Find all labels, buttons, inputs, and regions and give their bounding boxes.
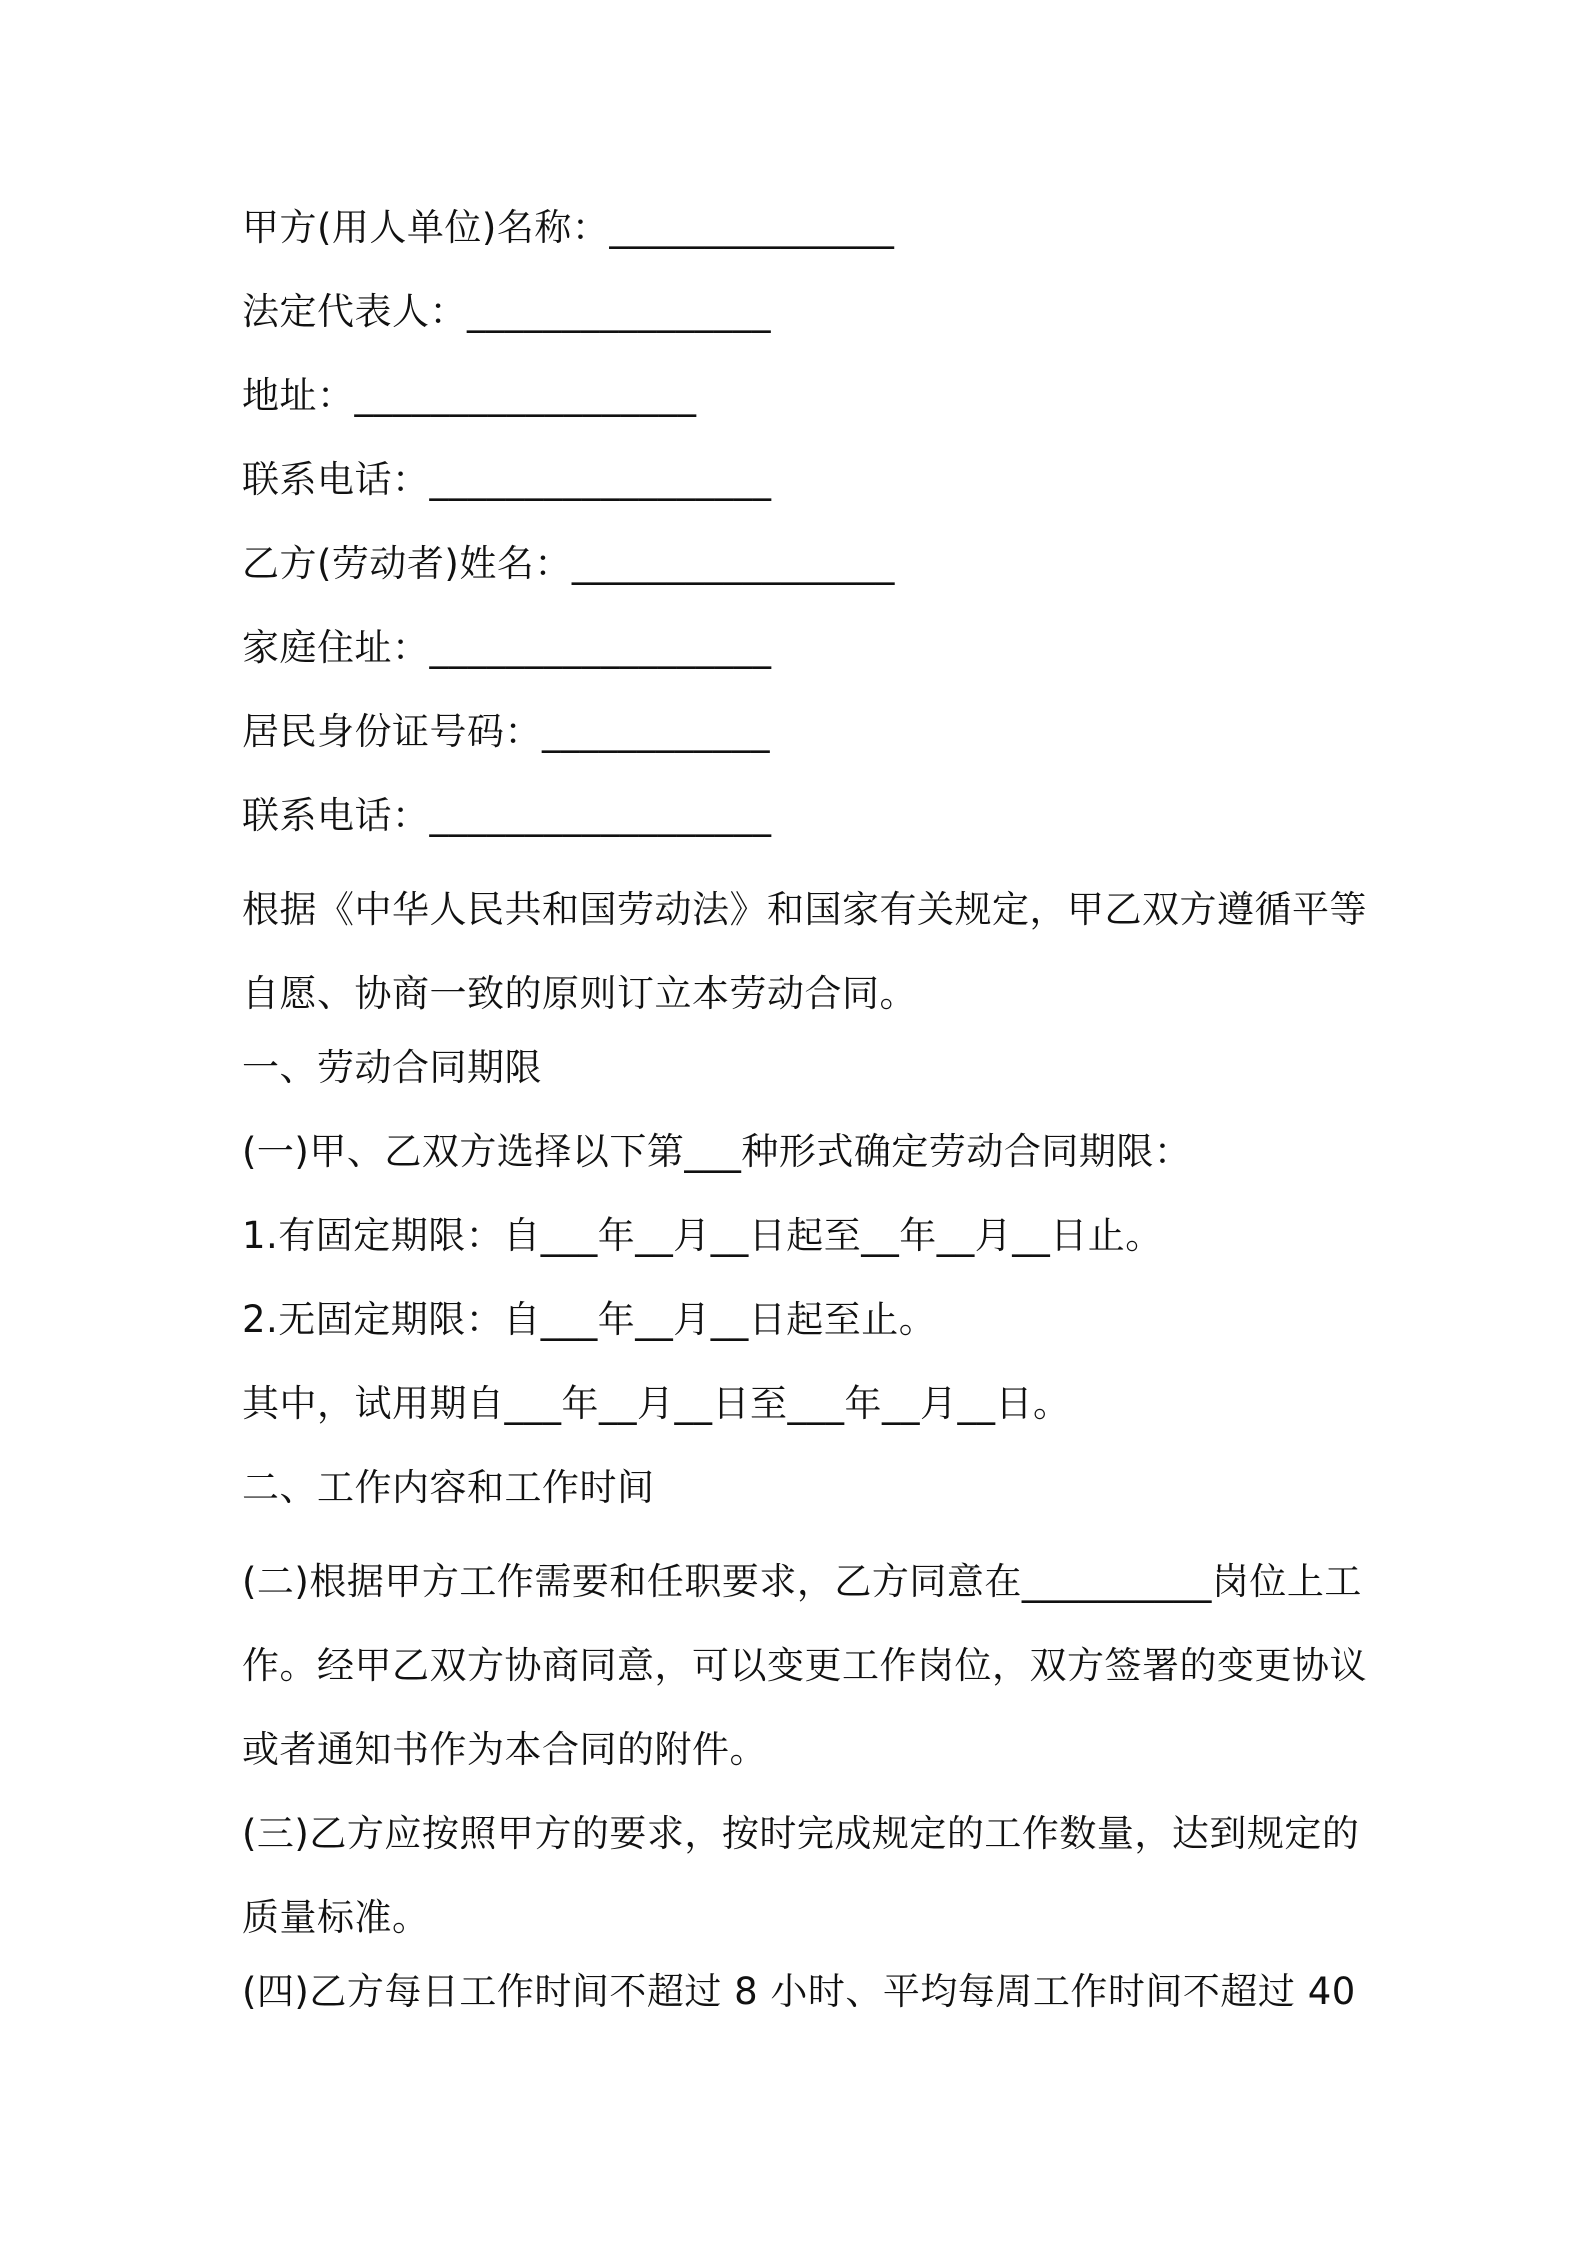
id-number-field: 居民身份证号码：____________ (242, 710, 770, 753)
clause-3: (三)乙方应按照甲方的要求，按时完成规定的工作数量，达到规定的质量标准。 (242, 1812, 1360, 1939)
clause-2: (二)根据甲方工作需要和任职要求，乙方同意在__________岗位上工作。经甲乙双方协商同意，可以变更工作岗位，双方签署的变更协议或者通知书作为本合同的附件。 (242, 1560, 1367, 1771)
employee-phone-field: 联系电话：__________________ (242, 794, 772, 837)
employer-phone-field: 联系电话：__________________ (242, 458, 772, 501)
home-address-field: 家庭住址：__________________ (242, 626, 772, 669)
open-term-option: 2.无固定期限：自___年__月__日起至止。 (242, 1298, 937, 1341)
clause-4: (四)乙方每日工作时间不超过 8 小时、平均每周工作时间不超过 40 (242, 1970, 1356, 2013)
employee-name-field: 乙方(劳动者)姓名：_________________ (242, 542, 895, 585)
employer-name-field: 甲方(用人单位)名称：_______________ (242, 206, 895, 249)
section-heading-work: 二、工作内容和工作时间 (242, 1466, 655, 1509)
contract-body (242, 196, 1372, 2044)
intro-paragraph: 根据《中华人民共和国劳动法》和国家有关规定，甲乙双方遵循平等自愿、协商一致的原则订立本劳动合同。 (242, 888, 1367, 1015)
probation-period: 其中，试用期自___年__月__日至___年__月__日。 (242, 1382, 1071, 1425)
section-heading-term: 一、劳动合同期限 (242, 1046, 542, 1089)
address-field: 地址：__________________ (242, 374, 697, 417)
fixed-term-option: 1.有固定期限：自___年__月__日起至__年__月__日止。 (242, 1214, 1163, 1257)
legal-representative-field: 法定代表人：________________ (242, 290, 771, 333)
clause-1: (一)甲、乙双方选择以下第___种形式确定劳动合同期限： (242, 1130, 1192, 1173)
